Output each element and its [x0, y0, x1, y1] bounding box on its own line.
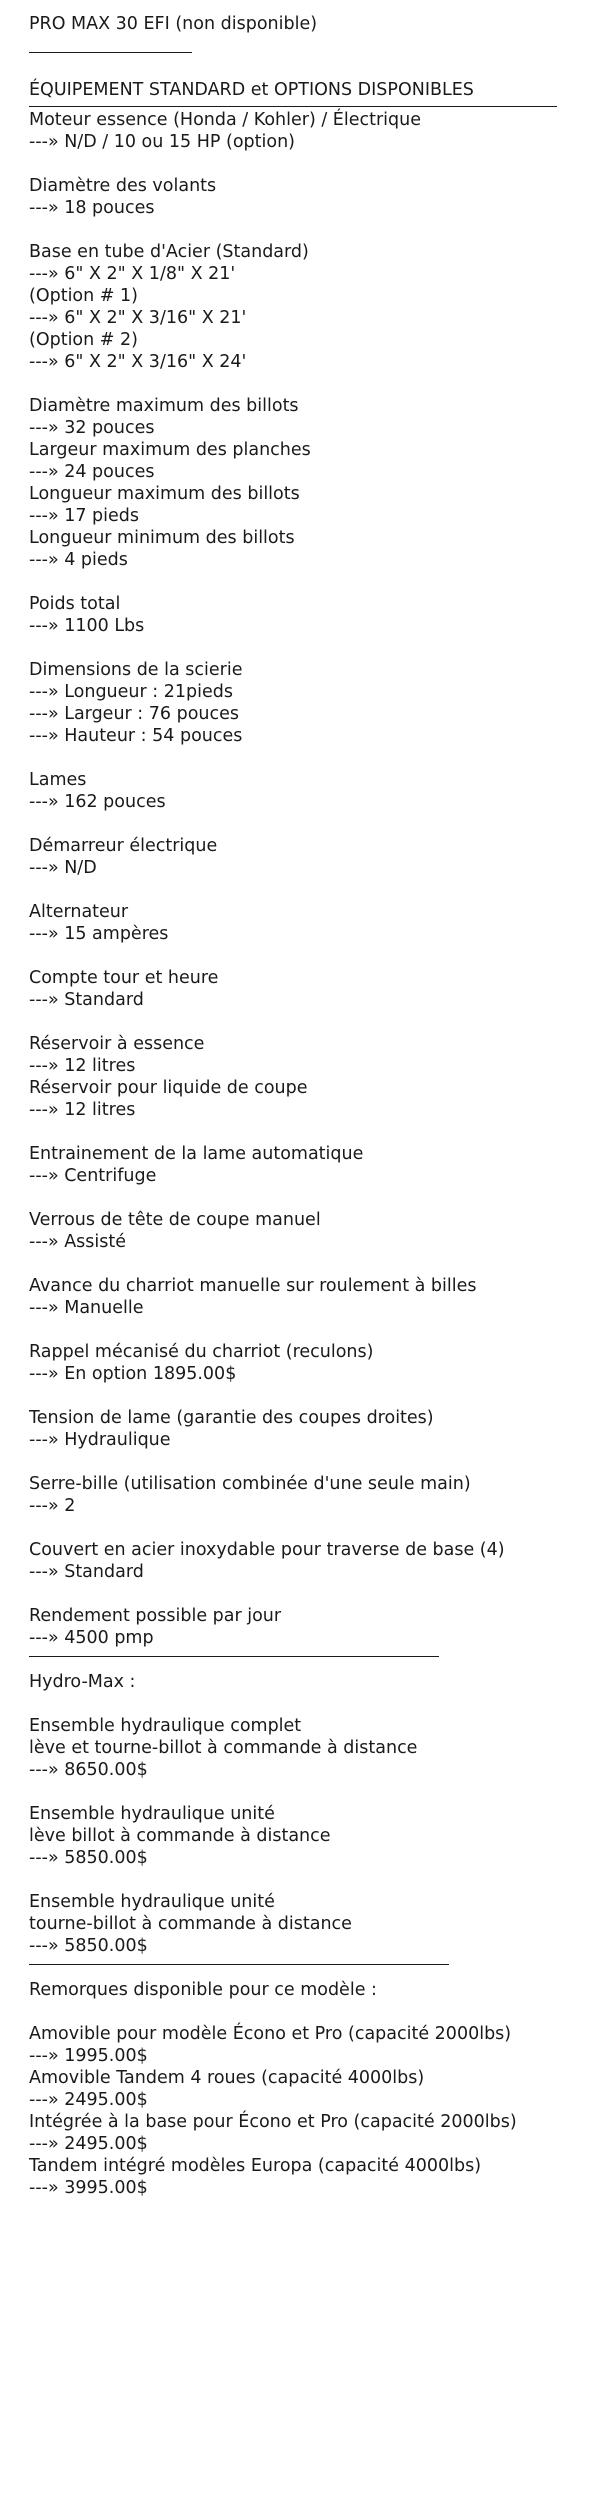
- trailer-item-price: ---» 3995.00$: [29, 2178, 148, 2198]
- trailer-item-price: ---» 1995.00$: [29, 2046, 148, 2066]
- spec-label: Entrainement de la lame automatique: [29, 1144, 364, 1164]
- hydro-title: Hydro-Max :: [29, 1672, 136, 1692]
- spec-value: ---» 12 litres: [29, 1100, 136, 1120]
- trailer-item-label: Intégrée à la base pour Écono et Pro (capacité 2000lbs): [29, 2112, 517, 2132]
- trailers-title: Remorques disponible pour ce modèle :: [29, 1980, 377, 2000]
- spec-value: ---» Hydraulique: [29, 1430, 171, 1450]
- spec-value: ---» En option 1895.00$: [29, 1364, 237, 1384]
- title-underline: [29, 35, 589, 57]
- trailer-item-label: Tandem intégré modèles Europa (capacité 4000lbs): [29, 2156, 482, 2176]
- hydro-item-line: lève billot à commande à distance: [29, 1826, 331, 1846]
- spec-label: Compte tour et heure: [29, 968, 219, 988]
- spec-value: ---» Standard: [29, 990, 144, 1010]
- hydro-item-price: ---» 8650.00$: [29, 1760, 148, 1780]
- section-underline: [29, 101, 589, 109]
- spec-label: Tension de lame (garantie des coupes droites): [29, 1408, 434, 1428]
- hydro-item-line: lève et tourne-billot à commande à distance: [29, 1738, 418, 1758]
- section-divider: [29, 1649, 589, 1663]
- spec-label: Largeur maximum des planches: [29, 440, 311, 460]
- spec-value: ---» 6" X 2" X 3/16" X 24': [29, 352, 247, 372]
- spec-value: ---» Hauteur : 54 pouces: [29, 726, 243, 746]
- spec-value: ---» 32 pouces: [29, 418, 155, 438]
- hydro-item-price: ---» 5850.00$: [29, 1936, 148, 1956]
- spec-label: Moteur essence (Honda / Kohler) / Électrique: [29, 110, 421, 130]
- spec-value: ---» Standard: [29, 1562, 144, 1582]
- spec-value: ---» 24 pouces: [29, 462, 155, 482]
- spec-value: ---» Assisté: [29, 1232, 127, 1252]
- spec-value: ---» N/D / 10 ou 15 HP (option): [29, 132, 295, 152]
- spec-value: ---» 6" X 2" X 1/8" X 21': [29, 264, 236, 284]
- spec-value: ---» 17 pieds: [29, 506, 140, 526]
- hydro-item-price: ---» 5850.00$: [29, 1848, 148, 1868]
- page-title: PRO MAX 30 EFI (non disponible): [29, 14, 318, 34]
- spec-value: ---» Largeur : 76 pouces: [29, 704, 239, 724]
- section-divider: [29, 1957, 589, 1971]
- spec-label: Serre-bille (utilisation combinée d'une seule main): [29, 1474, 471, 1494]
- spec-label: Avance du charriot manuelle sur roulement à billes: [29, 1276, 477, 1296]
- spec-label: Couvert en acier inoxydable pour traverse de base (4): [29, 1540, 505, 1560]
- spec-value: ---» 12 litres: [29, 1056, 136, 1076]
- spec-document: [29, 13, 589, 2199]
- spec-value: ---» Longueur : 21pieds: [29, 682, 233, 702]
- spec-label: Longueur minimum des billots: [29, 528, 295, 548]
- spec-label: Longueur maximum des billots: [29, 484, 300, 504]
- spec-label: Rendement possible par jour: [29, 1606, 282, 1626]
- spec-label: Rappel mécanisé du charriot (reculons): [29, 1342, 374, 1362]
- spec-label: Diamètre maximum des billots: [29, 396, 299, 416]
- spec-value: ---» Manuelle: [29, 1298, 144, 1318]
- trailer-item-price: ---» 2495.00$: [29, 2090, 148, 2110]
- hydro-item-line: tourne-billot à commande à distance: [29, 1914, 352, 1934]
- spec-label: Base en tube d'Acier (Standard): [29, 242, 309, 262]
- spec-label: Démarreur électrique: [29, 836, 218, 856]
- spec-label: (Option # 2): [29, 330, 138, 350]
- spec-label: Réservoir pour liquide de coupe: [29, 1078, 308, 1098]
- spec-value: ---» 15 ampères: [29, 924, 169, 944]
- spec-label: Alternateur: [29, 902, 129, 922]
- spec-label: (Option # 1): [29, 286, 138, 306]
- spec-label: Dimensions de la scierie: [29, 660, 243, 680]
- hydro-item-line: Ensemble hydraulique unité: [29, 1804, 275, 1824]
- spec-value: ---» 4 pieds: [29, 550, 128, 570]
- spec-value: ---» 1100 Lbs: [29, 616, 145, 636]
- trailer-item-label: Amovible pour modèle Écono et Pro (capacité 2000lbs): [29, 2024, 512, 2044]
- spec-label: Poids total: [29, 594, 121, 614]
- spec-label: Réservoir à essence: [29, 1034, 205, 1054]
- spec-value: ---» Centrifuge: [29, 1166, 157, 1186]
- trailer-item-price: ---» 2495.00$: [29, 2134, 148, 2154]
- hydro-item-line: Ensemble hydraulique complet: [29, 1716, 302, 1736]
- spec-value: ---» 4500 pmp: [29, 1628, 154, 1648]
- spec-value: ---» 2: [29, 1496, 76, 1516]
- hydro-item-line: Ensemble hydraulique unité: [29, 1892, 275, 1912]
- spec-label: Lames: [29, 770, 87, 790]
- spec-value: ---» 162 pouces: [29, 792, 166, 812]
- section-title: ÉQUIPEMENT STANDARD et OPTIONS DISPONIBLES: [29, 80, 474, 100]
- spec-value: ---» 6" X 2" X 3/16" X 21': [29, 308, 247, 328]
- spec-label: Diamètre des volants: [29, 176, 217, 196]
- spec-value: ---» N/D: [29, 858, 97, 878]
- trailer-item-label: Amovible Tandem 4 roues (capacité 4000lbs): [29, 2068, 425, 2088]
- spec-label: Verrous de tête de coupe manuel: [29, 1210, 321, 1230]
- spec-value: ---» 18 pouces: [29, 198, 155, 218]
